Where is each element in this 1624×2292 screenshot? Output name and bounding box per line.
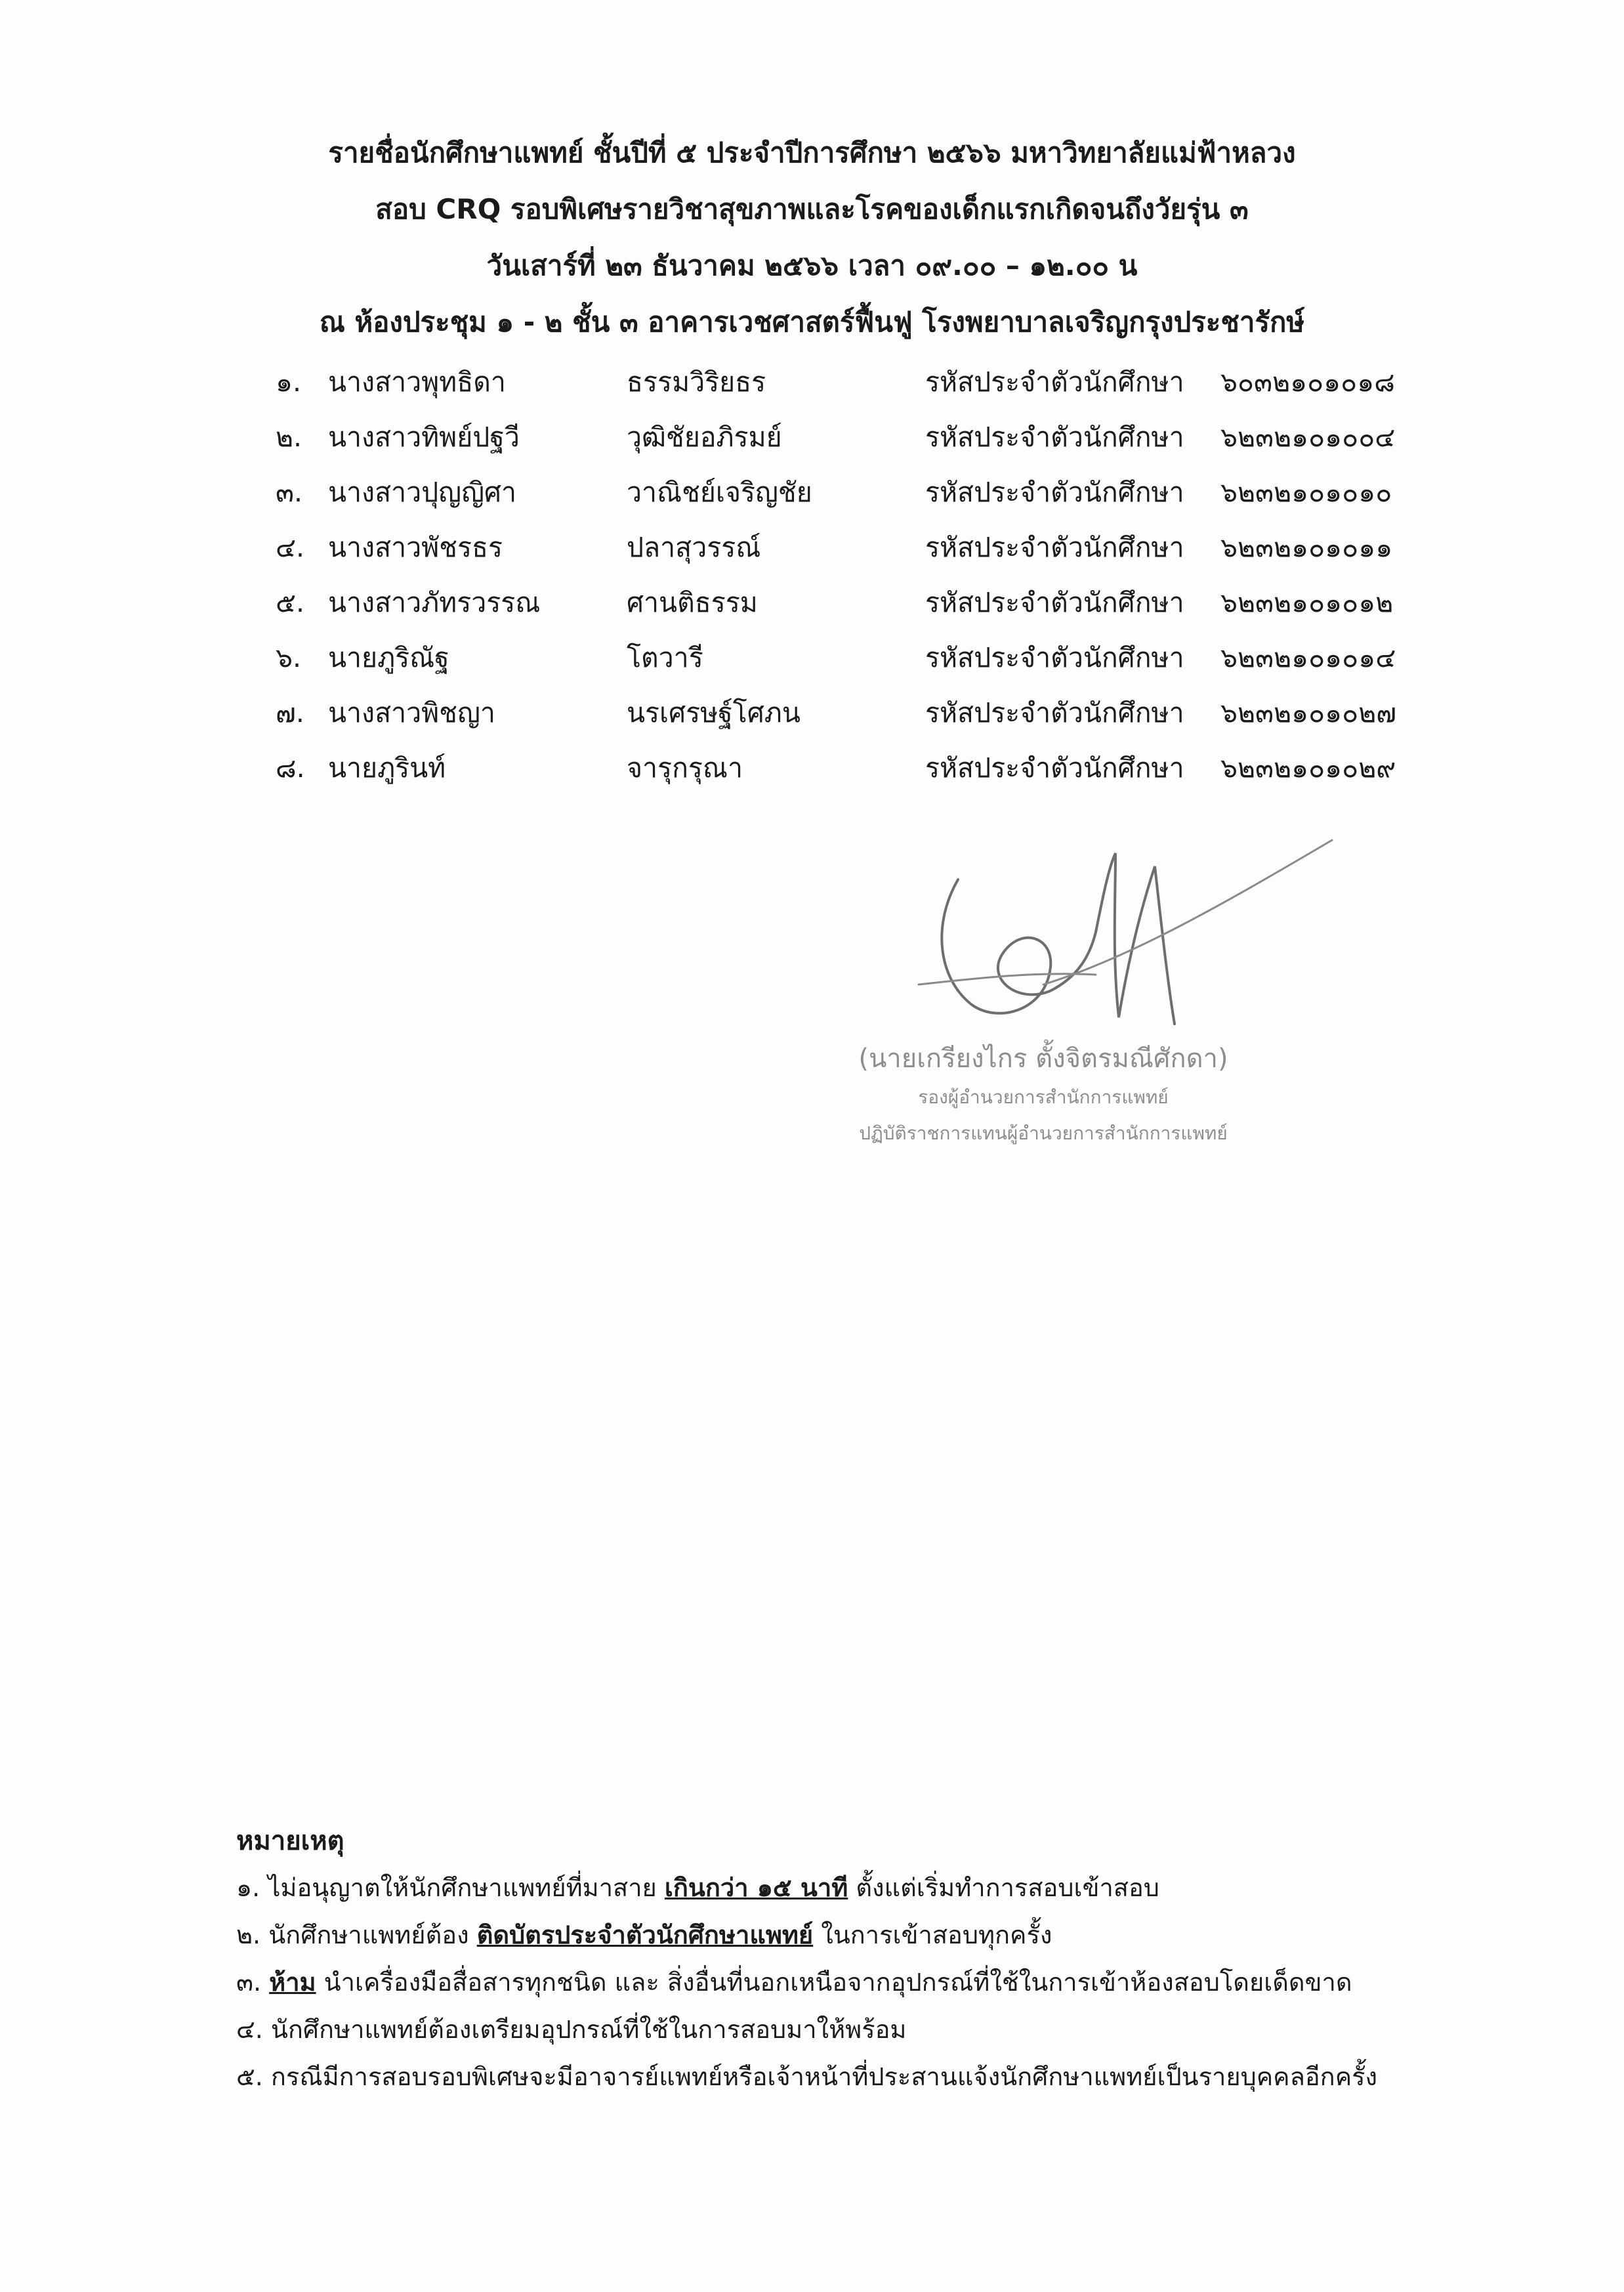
student-number: ๕.	[276, 587, 305, 618]
student-number: ๑.	[276, 366, 302, 398]
notes-section	[236, 1818, 1549, 2100]
note-text: นำเครื่องมือสื่อสารทุกชนิด และ สิ่งอื่นที่นอกเหนือจากอุปกรณ์ที่ใช้ในการเข้าห้องสอบโดยเด็ดขาด	[316, 1968, 1352, 1997]
student-number: ๘.	[276, 752, 305, 784]
note-item: ๔. นักศึกษาแพทย์ต้องเตรียมอุปกรณ์ที่ใช้ในการสอบมาให้พร้อม	[236, 2015, 907, 2044]
note-item	[236, 1864, 1549, 1911]
note-text: ในการเข้าสอบทุกครั้ง	[813, 1921, 1052, 1949]
student-row	[0, 465, 1624, 520]
notes-title: หมายเหตุ	[236, 1826, 344, 1856]
student-first-name: นายภูรินท์	[328, 752, 446, 784]
student-id-label: รหัสประจำตัวนักศึกษา	[925, 697, 1184, 729]
student-id: ๖๒๓๒๑๐๑๐๑๐	[1220, 477, 1392, 508]
student-last-name: ธรรมวิริยธร	[627, 366, 766, 398]
student-last-name: ปลาสุวรรณ์	[627, 532, 761, 563]
student-first-name: นางสาวปุญญิศา	[328, 477, 517, 508]
note-text: ๒. นักศึกษาแพทย์ต้อง	[236, 1921, 477, 1949]
student-id-label: รหัสประจำตัวนักศึกษา	[925, 642, 1184, 673]
student-first-name: นางสาวพัชรธร	[328, 532, 503, 563]
signatory-name: (นายเกรียงไกร ตั้งจิตรมณีศักดา)	[858, 1044, 1228, 1074]
note-emphasis: ห้าม	[269, 1968, 316, 1997]
student-first-name: นางสาวภัทรวรรณ	[328, 587, 541, 618]
student-first-name: นางสาวพิชญา	[328, 697, 495, 729]
student-number: ๗.	[276, 697, 304, 729]
student-row	[0, 740, 1624, 796]
student-last-name: จารุกรุณา	[627, 752, 743, 784]
header-line-3: วันเสาร์ที่ ๒๓ ธันวาคม ๒๕๖๖ เวลา ๐๙.๐๐ – ๑๒.๐๐ น	[486, 249, 1138, 282]
note-text: ๓.	[236, 1968, 270, 1997]
student-id: ๖๒๓๒๑๐๑๐๒๙	[1220, 752, 1396, 784]
student-first-name: นางสาวทิพย์ปฐวี	[328, 421, 520, 453]
student-number: ๒.	[276, 421, 302, 453]
note-emphasis: ติดบัตรประจำตัวนักศึกษาแพทย์	[476, 1921, 814, 1949]
student-id: ๖๒๓๒๑๐๑๐๐๔	[1220, 421, 1396, 453]
student-row	[0, 410, 1624, 465]
student-id-label: รหัสประจำตัวนักศึกษา	[925, 532, 1184, 563]
student-number: ๖.	[276, 642, 302, 673]
document-header	[0, 125, 1624, 350]
student-last-name: นรเศรษฐ์โศภน	[627, 697, 801, 729]
note-item	[236, 1911, 1549, 1959]
student-id-label: รหัสประจำตัวนักศึกษา	[925, 366, 1184, 398]
student-last-name: ศานติธรรม	[627, 587, 758, 618]
header-line-2: สอบ CRQ รอบพิเศษรายวิชาสุขภาพและโรคของเด็กแรกเกิดจนถึงวัยรุ่น ๓	[375, 193, 1249, 225]
signatory-position: รองผู้อำนวยการสำนักการแพทย์	[918, 1086, 1169, 1108]
student-row	[0, 630, 1624, 685]
note-item	[236, 1959, 1549, 2006]
student-id: ๖๒๓๒๑๐๑๐๑๑	[1220, 532, 1393, 563]
student-id-label: รหัสประจำตัวนักศึกษา	[925, 752, 1184, 784]
student-id-label: รหัสประจำตัวนักศึกษา	[925, 421, 1184, 453]
student-row	[0, 575, 1624, 630]
signature-icon	[879, 827, 1339, 1044]
student-id: ๖๒๓๒๑๐๑๐๑๔	[1220, 642, 1396, 673]
header-line-1: รายชื่อนักศึกษาแพทย์ ชั้นปีที่ ๕ ประจำปีการศึกษา ๒๕๖๖ มหาวิทยาลัยแม่ฟ้าหลวง	[328, 137, 1296, 169]
note-emphasis: เกินกว่า ๑๕ นาที	[664, 1873, 848, 1902]
student-id: ๖๐๓๒๑๐๑๐๑๘	[1220, 366, 1395, 398]
student-last-name: วาณิชย์เจริญชัย	[627, 477, 812, 508]
student-number: ๔.	[276, 532, 305, 563]
note-item: ๕. กรณีมีการสอบรอบพิเศษจะมีอาจารย์แพทย์หรือเจ้าหน้าที่ประสานแจ้งนักศึกษาแพทย์เป็นรายบุคคลอีกครั้ง	[236, 2062, 1378, 2091]
student-row	[0, 354, 1624, 410]
student-id-label: รหัสประจำตัวนักศึกษา	[925, 587, 1184, 618]
note-text: ๑. ไม่อนุญาตให้นักศึกษาแพทย์ที่มาสาย	[236, 1873, 665, 1902]
student-first-name: นางสาวพุทธิดา	[328, 366, 506, 398]
student-number: ๓.	[276, 477, 303, 508]
student-row	[0, 520, 1624, 575]
student-first-name: นายภูริณัฐ	[328, 642, 449, 673]
student-last-name: วุฒิชัยอภิรมย์	[627, 421, 782, 453]
student-row	[0, 685, 1624, 740]
student-id: ๖๒๓๒๑๐๑๐๑๒	[1220, 587, 1394, 618]
signatory-acting-position: ปฏิบัติราชการแทนผู้อำนวยการสำนักการแพทย์	[859, 1122, 1228, 1144]
student-id-label: รหัสประจำตัวนักศึกษา	[925, 477, 1184, 508]
student-id: ๖๒๓๒๑๐๑๐๒๗	[1220, 697, 1397, 729]
header-line-4: ณ ห้องประชุม ๑ - ๒ ชั้น ๓ อาคารเวชศาสตร์ฟื้นฟู โรงพยาบาลเจริญกรุงประชารักษ์	[319, 306, 1305, 338]
note-text: ตั้งแต่เริ่มทำการสอบเข้าสอบ	[848, 1873, 1159, 1902]
student-last-name: โตวารี	[627, 642, 703, 673]
